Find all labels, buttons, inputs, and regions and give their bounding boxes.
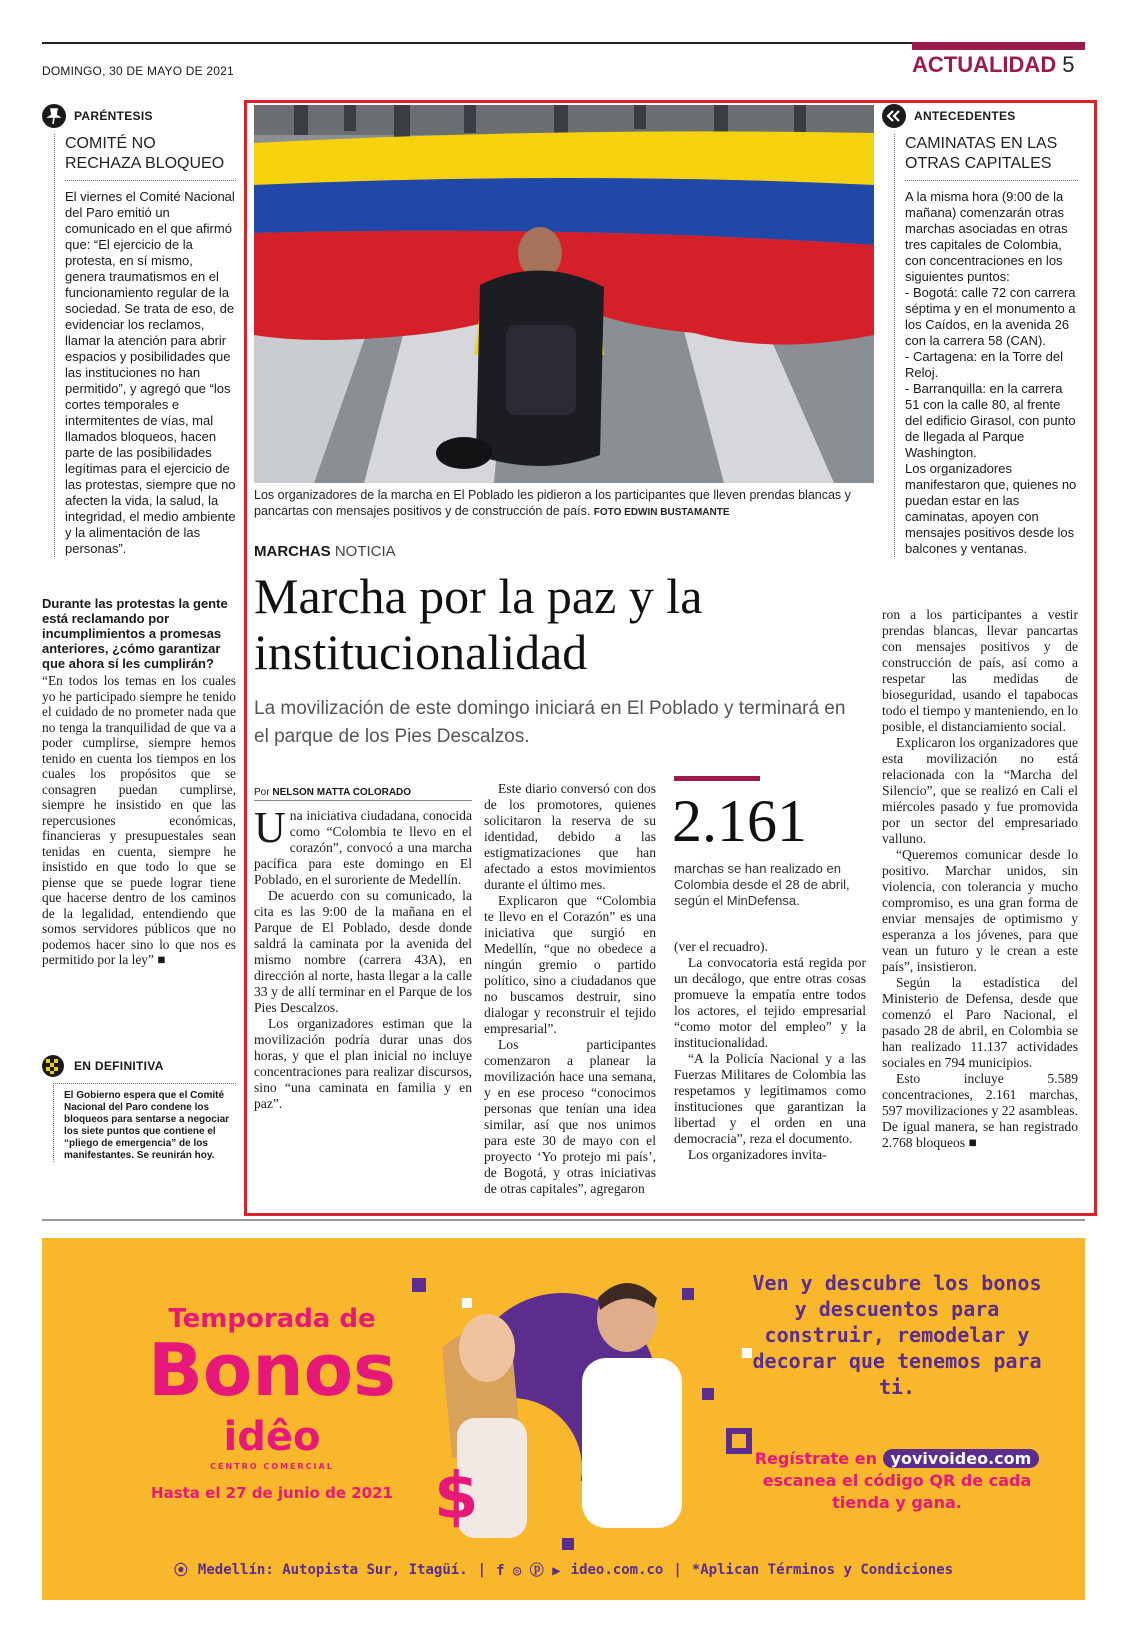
- ad-footer-divider-2: |: [673, 1562, 682, 1578]
- ad-brand-line1: Temporada de: [168, 1304, 376, 1334]
- article-deck: La movilización de este domingo iniciará en El Poblado y terminará en el parque de los Pies Descalzos.: [254, 698, 846, 747]
- col4-p4: Según la estadística del Ministerio de Defensa, desde que comenzó el Paro Nacional, el pasado 28 de abril, en Colombia se han realizado 11.137 actividades sociales en 794 municipios.: [882, 975, 1078, 1070]
- byline-rule: [254, 800, 472, 801]
- drop-cap: U: [254, 803, 286, 852]
- advertisement[interactable]: [42, 1238, 1085, 1600]
- antecedentes-text: A la misma hora (9:00 de la mañana) comenzarán otras marchas asociadas en otras tres capitales de Colombia, con concentraciones en los siguientes puntos: - Bogotá: calle 72 con carrera séptima y en el monumento a los Caídos, en la avenida 26 con la carrera 58 (CAN). - Cartagena: en la Torre del Reloj. - Barranquilla: en la carrera 51 con la calle 80, al frente del edificio Girasol, con punto de llegada al Parque Washington. Los organizadores manifestaron que, quienes no puedan estar en las caminatas, apoyen con mensajes positivos desde los balcones y ventanas.: [905, 189, 1077, 556]
- ad-cta: [732, 1448, 1062, 1514]
- col2-p3: Los participantes comenzaron a planear la movilización hace una semana, y en ese proceso “conocimos personas que tenían una idea similar, así que nos unimos para este 30 de mayo con el proyecto ‘Yo protejo mi país’, de Bogotá, y otras iniciativas de otras capitales”, agregaron: [484, 1037, 656, 1196]
- antecedentes-title: CAMINATAS EN LAS OTRAS CAPITALES: [905, 134, 1078, 181]
- col1-p2: De acuerdo con su comunicado, la cita es las 9:00 de la mañana en el Parque de El Poblado, desde donde saldrá la caminata por la avenida del mismo nombre (carrera 43A), en dirección al norte, hasta llegar a la calle 33 y de allí terminar en el Parque de los Pies Descalzos.: [254, 888, 472, 1015]
- article-col-2: [484, 781, 656, 1197]
- col2-p1: Este diario conversó con dos de los promotores, quienes solicitaron la reserva de su identidad, debido a las estigmatizaciones que han afectado a estos movimientos durante el último mes.: [484, 781, 656, 892]
- section-title: [912, 52, 1074, 78]
- ad-footer-terms: *Aplican Términos y Condiciones: [691, 1562, 954, 1578]
- caption-text: Los organizadores de la marcha en El Poblado les pidieron a los participantes que lleven prendas blancas y pancartas con mensajes positivos y de construcción de país.: [254, 488, 851, 518]
- ad-cta-url[interactable]: yovivoideo.com: [883, 1449, 1040, 1468]
- stat-text: marchas se han realizado en Colombia desde el 28 de abril, según el MinDefensa.: [674, 861, 850, 908]
- byline-name: NELSON MATTA COLORADO: [272, 787, 412, 798]
- issue-date: DOMINGO, 30 DE MAYO DE 2021: [42, 64, 234, 78]
- ad-footer: [42, 1560, 1085, 1580]
- col1-p1: na iniciativa ciudadana, conocida como “Colombia te llevo en el corazón”, convocó a una marcha pacífica para este domingo en El Poblado, en el suroriente de Medellín.: [254, 808, 472, 887]
- en-definitiva-label: EN DEFINITIVA: [74, 1059, 164, 1073]
- byline: [254, 787, 411, 798]
- qa-block: [42, 596, 236, 968]
- article-photo: [254, 105, 874, 483]
- article-col-3: [674, 939, 866, 1163]
- bottom-rule: [42, 1219, 1085, 1221]
- ad-logo: idêo: [223, 1414, 321, 1460]
- col3-p3: “A la Policía Nacional y a las Fuerzas Militares de Colombia las respetamos y legitimamos como instituciones que garantizan la libertad y el orden en una democracia”, reza el documento.: [674, 1051, 866, 1146]
- parentesis-title: COMITÉ NO RECHAZA BLOQUEO: [65, 134, 236, 181]
- ad-until: Hasta el 27 de junio de 2021: [151, 1484, 393, 1502]
- qa-answer: “En todos los temas en los cuales yo he participado siempre he tenido el cuidado de no prometer nada que no tenga la tranquilidad de que va a poder cumplirse, siempre hemos tenido en cuenta los tiempos en los cuales los propósitos que se consagren puedan cumplirse, siempre he insistido en que las repercusiones económicas, financieras y presupuestales sean tenidas en cuenta, siempre he insistido en que todo lo que se piense que se puede lograr tiene que hacerse dentro de los caminos de la legalidad, entendiendo que somos servidores públicos que no podemos hacer sino lo que nos es permitido por la ley” ■: [42, 673, 236, 967]
- ad-footer-location: Medellín: Autopista Sur, Itagüí.: [197, 1562, 468, 1578]
- parentesis-text: El viernes el Comité Nacional del Paro emitió un comunicado en el que afirmó que: “El ejercicio de la protesta, en sí mismo, genera traumatismos en el funcionamiento regular de la sociedad. Se trata de eso, de evidenciar los reclamos, llamar la atención para abrir espacios y posibilidades que las instituciones no han permitido”, y agregó que “los cortes temporales e intermitentes de vías, mal llamados bloqueos, hacen parte de las posibilidades legítimas para el ejercicio de las protestas, siempre que no afecten la vida, la salud, la integridad, el medio ambiente y la alimentación de las personas”.: [65, 189, 236, 556]
- col4-p5: Esto incluye 5.589 concentraciones, 2.161 marchas, 597 movilizaciones y 22 asambleas. De igual manera, se han registrado 2.768 bloqueos ■: [882, 1071, 1078, 1150]
- ad-footer-site[interactable]: ideo.com.co: [570, 1562, 664, 1578]
- ad-brand-line2: Bonos: [148, 1328, 396, 1412]
- article-kicker: [254, 543, 396, 560]
- col2-p2: Explicaron que “Colombia te llevo en el Corazón” es una iniciativa que surgió en Medellín, “que no obedece a ningún gremio o partido político, sino a ciudadanos que no buscamos destruir, sino dialogar y reconstruir el tejido empresarial”.: [484, 893, 656, 1036]
- ad-pitch: Ven y descubre los bonos y descuentos para construir, remodelar y decorar que tenemos para ti.: [752, 1271, 1042, 1399]
- col1-p3: Los organizadores estiman que la movilización podría durar unas dos horas, y que el plan inicial no incluye concentraciones para realizar discursos, sino “una caminata en familia y en paz”.: [254, 1016, 472, 1111]
- col3-p2: La convocatoria está regida por un decálogo, que entre otras cosas promueve la empatía entre todos los actores, el tejido empresarial “como motor del empleo” y la institucionalidad.: [674, 955, 866, 1050]
- col4-p1: ron a los participantes a vestir prendas blancas, llevar pancartas con mensajes positivos y de construcción de país, así como a respetar las medidas de bioseguridad, usando el tapabocas todo el tiempo y manteniendo, en lo posible, el distanciamiento social.: [882, 607, 1078, 734]
- location-pin-icon: ⦿: [173, 1563, 188, 1579]
- antecedentes-label: ANTECEDENTES: [914, 109, 1016, 123]
- kicker-section: MARCHAS: [254, 543, 331, 560]
- col3-p4: Los organizadores invita-: [688, 1147, 827, 1162]
- ad-cta-rest: escanea el código QR de cada tienda y gana.: [762, 1471, 1032, 1512]
- pin-icon: [42, 104, 66, 128]
- photo-caption: [254, 487, 874, 521]
- en-definitiva-box: [42, 1055, 236, 1162]
- article-col-4: [882, 607, 1078, 1151]
- col4-p3: “Queremos comunicar desde lo positivo. Marchar unidos, sin violencia, con tolerancia y mucho compromiso, es una gran forma de enviar mensajes de optimismo y esperanza a los jóvenes, para que vean un futuro y le crean a este país”, insistieron.: [882, 847, 1078, 974]
- article-col-1: [254, 803, 472, 1112]
- byline-prefix: Por: [254, 787, 270, 798]
- col3-p1: (ver el recuadro).: [674, 939, 768, 954]
- checker-icon: [42, 1055, 64, 1077]
- parentesis-box: [42, 104, 236, 557]
- ad-logo-sub: CENTRO COMERCIAL: [210, 1462, 334, 1471]
- social-icons[interactable]: f ◎ ⓟ ▶: [496, 1563, 561, 1579]
- photo-credit: FOTO EDWIN BUSTAMANTE: [593, 507, 730, 518]
- page-number: 5: [1062, 52, 1075, 77]
- rewind-icon: [882, 104, 906, 128]
- kicker-type: NOTICIA: [334, 543, 396, 560]
- col4-p2: Explicaron los organizadores que esta movilización no está relacionada con la “Marcha del Silencio”, que se realizó en Cali el miércoles pasado y fue promovida por un sector del empresariado valluno.: [882, 735, 1078, 846]
- section-name: ACTUALIDAD: [912, 52, 1057, 77]
- parentesis-label: PARÉNTESIS: [74, 109, 153, 123]
- article-headline: Marcha por la paz y la institucionalidad: [254, 568, 703, 680]
- en-definitiva-text: El Gobierno espera que el Comité Nacional del Paro condene los bloqueos para sentarse a negociar los siete puntos que contiene el “pliego de emergencia” de los manifestantes. Se reunirán hoy.: [64, 1090, 230, 1161]
- antecedentes-box: [882, 104, 1078, 557]
- svg-text:$: $: [434, 1460, 479, 1534]
- ad-footer-divider: |: [477, 1562, 487, 1578]
- stat-value: 2.161: [672, 788, 807, 854]
- ad-cta-prefix: Regístrate en: [754, 1449, 877, 1468]
- section-color-bar: [912, 42, 1085, 50]
- stat-accent-bar: [674, 776, 760, 781]
- qa-question: Durante las protestas la gente está reclamando por incumplimientos a promesas anteriores, ¿cómo garantizar que ahora sí les cumplirán?: [42, 596, 228, 671]
